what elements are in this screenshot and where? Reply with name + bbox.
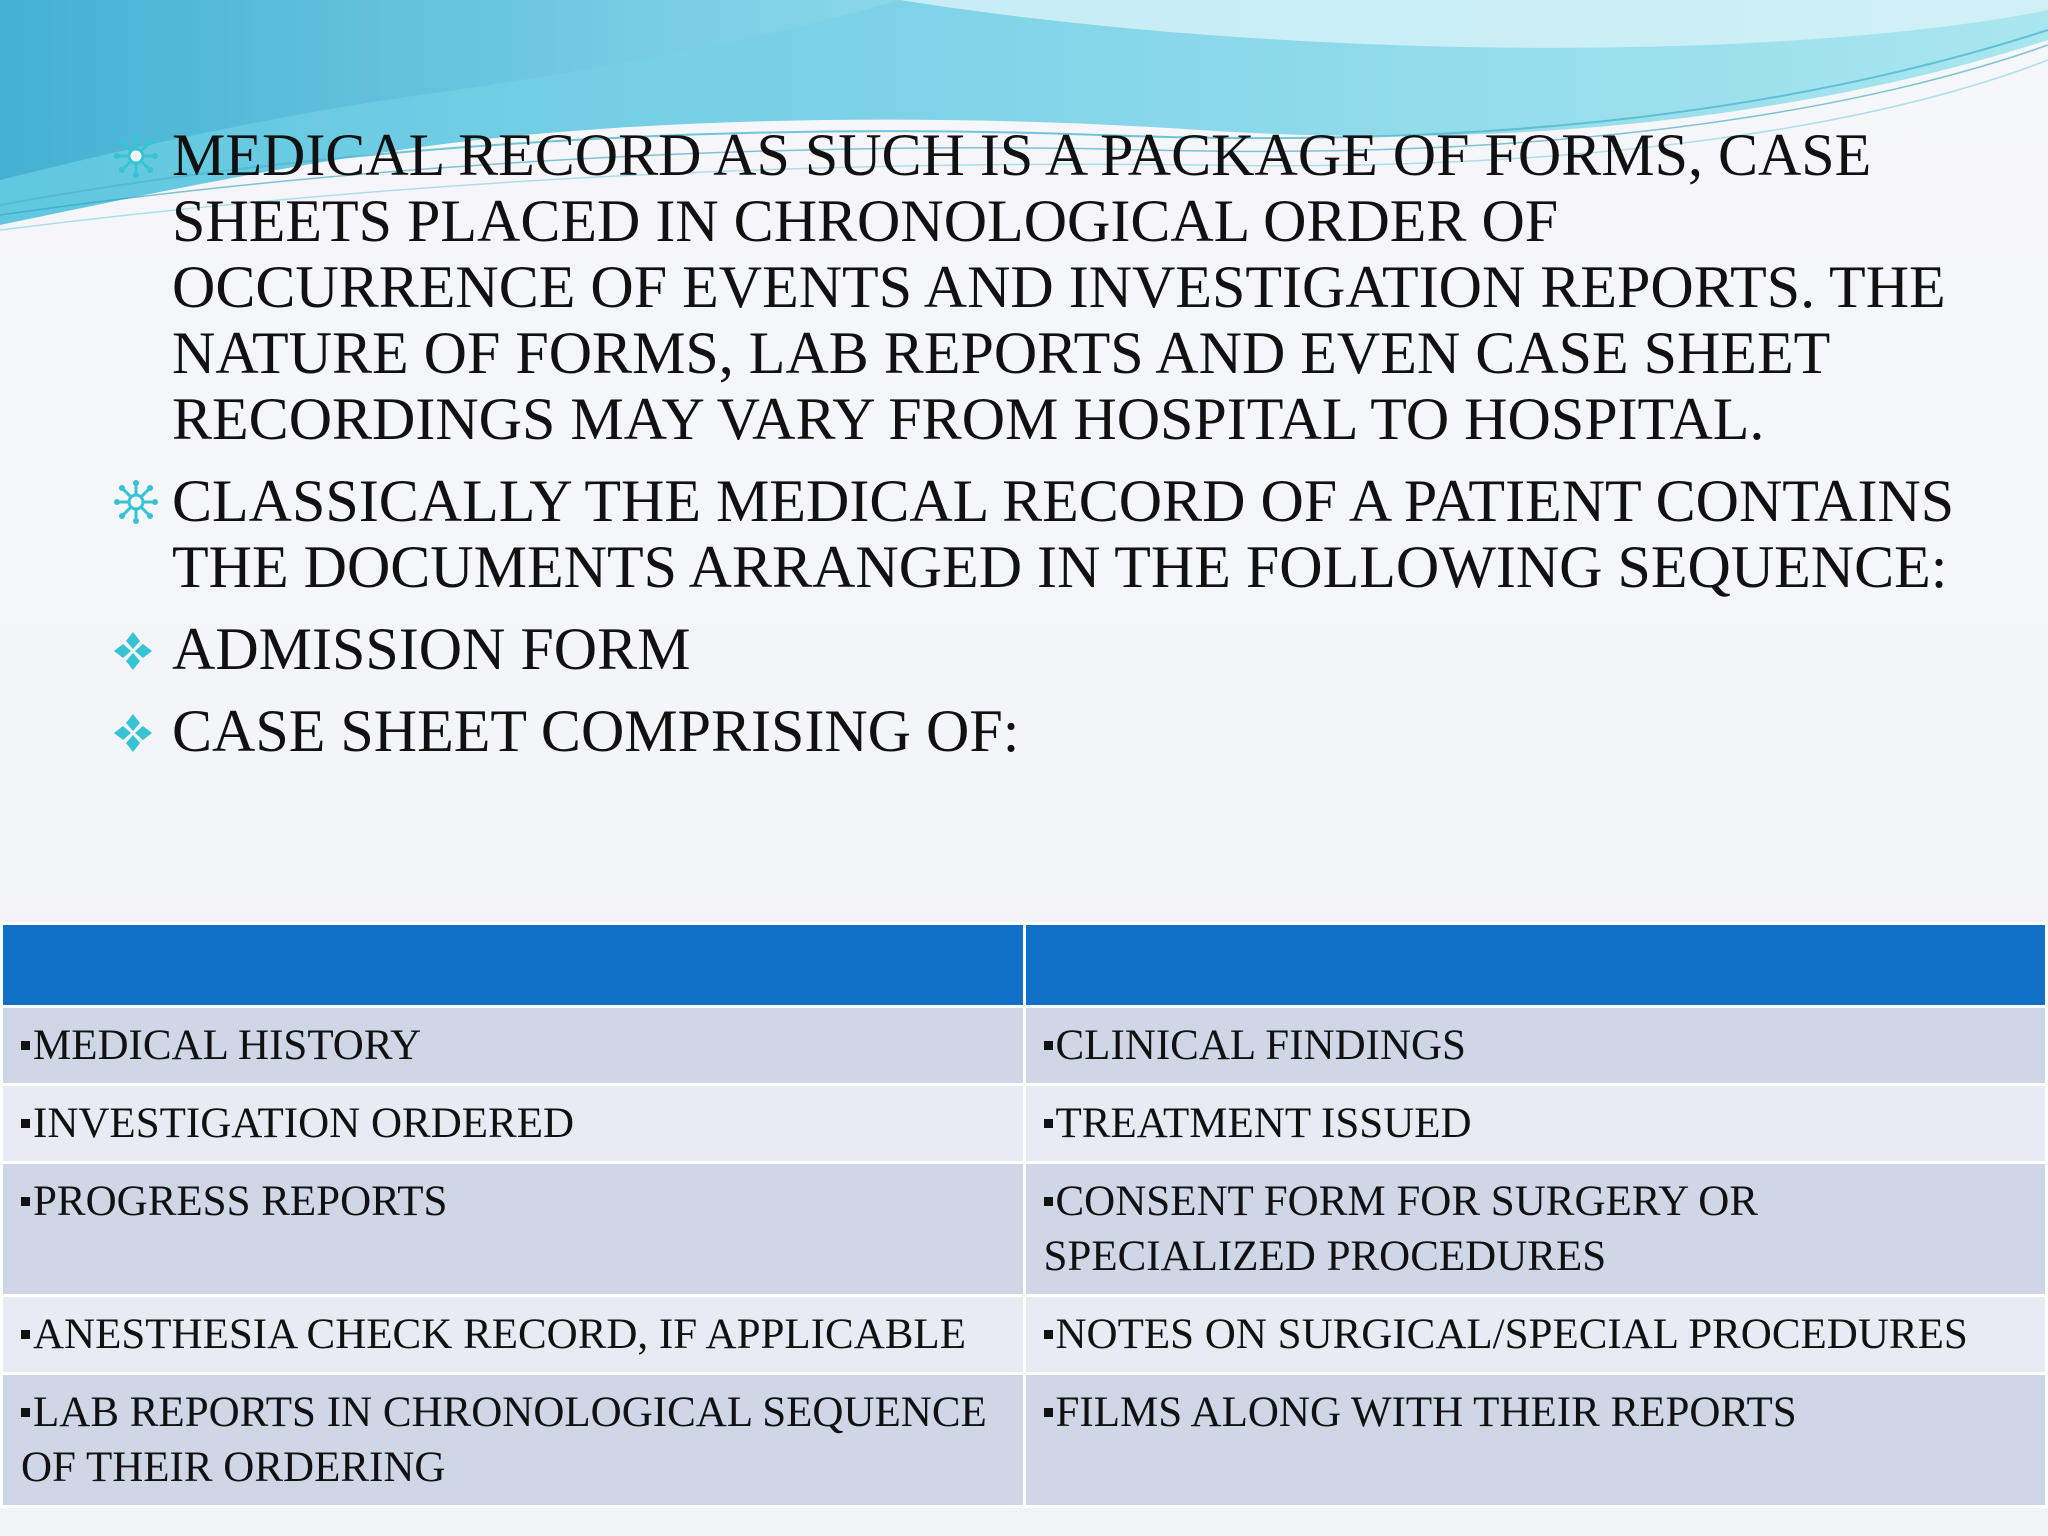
square-bullet-icon xyxy=(1044,1330,1053,1339)
sequence-table-container xyxy=(0,922,2048,1508)
diamond-cluster-icon xyxy=(112,630,154,672)
bullet-item xyxy=(112,468,1972,600)
table-cell xyxy=(2,1296,1025,1374)
table-row xyxy=(2,1163,2047,1296)
square-bullet-icon xyxy=(21,1197,30,1206)
table-cell xyxy=(1024,1296,2047,1374)
cell-text: ANESTHESIA CHECK RECORD, IF APPLICABLE xyxy=(33,1311,966,1358)
bullet-text: MEDICAL RECORD AS SUCH IS A PACKAGE OF FORMS, CASE SHEETS PLACED IN CHRONOLOGICAL ORDER OF OCCURRENCE OF EVENTS AND INVESTIGATION REPORTS. THE NATURE OF FORMS, LAB REPORTS AND EVEN CASE SHEET RECORDINGS MAY VARY FROM HOSPITAL TO HOSPITAL. xyxy=(172,122,1946,452)
table-cell xyxy=(2,1163,1025,1296)
square-bullet-icon xyxy=(1044,1408,1053,1417)
square-bullet-icon xyxy=(1044,1041,1053,1050)
bullet-item xyxy=(112,698,1972,764)
square-bullet-icon xyxy=(21,1041,30,1050)
bullet-item xyxy=(112,616,1972,682)
table-row xyxy=(2,1007,2047,1085)
bullet-text: CLASSICALLY THE MEDICAL RECORD OF A PATIENT CONTAINS THE DOCUMENTS ARRANGED IN THE FOLLOWING SEQUENCE: xyxy=(172,468,1955,600)
square-bullet-icon xyxy=(21,1408,30,1417)
cell-text: LAB REPORTS IN CHRONOLOGICAL SEQUENCE OF THEIR ORDERING xyxy=(21,1389,987,1491)
snowflake-icon xyxy=(112,478,160,526)
cell-text: CLINICAL FINDINGS xyxy=(1055,1022,1466,1069)
cell-text: INVESTIGATION ORDERED xyxy=(33,1100,575,1147)
table-cell xyxy=(2,1007,1025,1085)
table-header-cell xyxy=(1024,924,2047,1007)
table-cell xyxy=(1024,1374,2047,1507)
table-cell xyxy=(2,1085,1025,1163)
cell-text: MEDICAL HISTORY xyxy=(33,1022,422,1069)
table-cell xyxy=(1024,1007,2047,1085)
cell-text: NOTES ON SURGICAL/SPECIAL PROCEDURES xyxy=(1055,1311,1968,1358)
square-bullet-icon xyxy=(21,1119,30,1128)
bullet-list xyxy=(112,122,1972,780)
bullet-text: CASE SHEET COMPRISING OF: xyxy=(172,698,1020,764)
table-row xyxy=(2,1085,2047,1163)
table-header-row xyxy=(2,924,2047,1007)
cell-text: TREATMENT ISSUED xyxy=(1055,1100,1472,1147)
table-cell xyxy=(1024,1163,2047,1296)
cell-text: FILMS ALONG WITH THEIR REPORTS xyxy=(1055,1389,1797,1436)
table-cell xyxy=(2,1374,1025,1507)
square-bullet-icon xyxy=(1044,1119,1053,1128)
square-bullet-icon xyxy=(21,1330,30,1339)
table-row xyxy=(2,1296,2047,1374)
square-bullet-icon xyxy=(1044,1197,1053,1206)
diamond-cluster-icon xyxy=(112,712,154,754)
table-row xyxy=(2,1374,2047,1507)
sequence-table xyxy=(0,922,2048,1508)
cell-text: CONSENT FORM FOR SURGERY OR SPECIALIZED PROCEDURES xyxy=(1043,1178,1759,1280)
bullet-text: ADMISSION FORM xyxy=(172,616,691,682)
bullet-item xyxy=(112,122,1972,452)
table-header-cell xyxy=(2,924,1025,1007)
table-cell xyxy=(1024,1085,2047,1163)
cell-text: PROGRESS REPORTS xyxy=(33,1178,448,1225)
snowflake-icon xyxy=(112,132,160,180)
